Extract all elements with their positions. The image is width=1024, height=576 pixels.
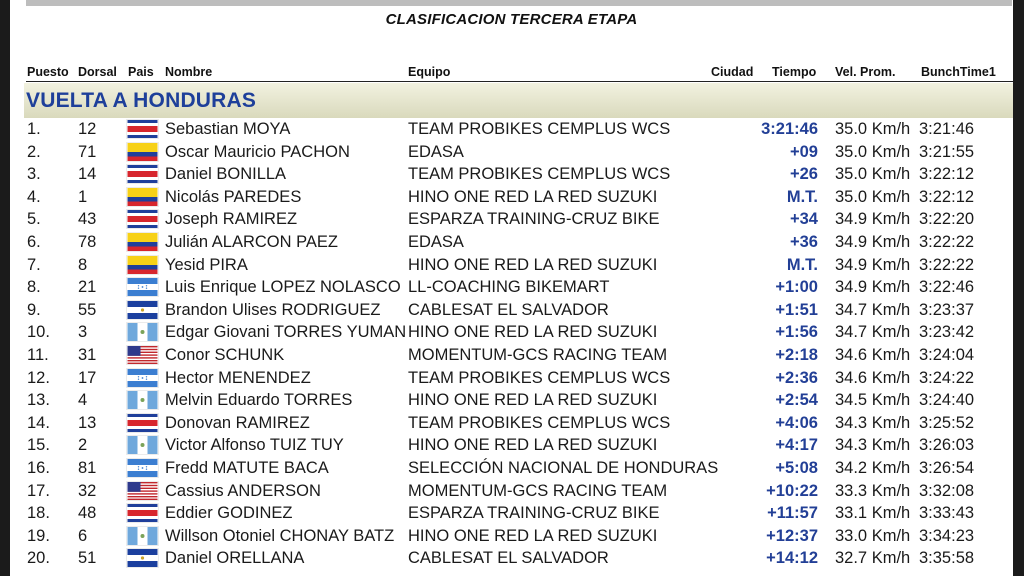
nombre-cell: Daniel ORELLANA [165,549,305,568]
equipo-cell: ESPARZA TRAINING-CRUZ BIKE [408,504,660,523]
dorsal-cell: 21 [78,278,97,297]
puesto-cell: 1. [27,120,41,138]
dorsal-cell: 55 [78,300,97,319]
header-tiempo: Tiempo [772,65,817,79]
equipo-cell: CABLESAT EL SALVADOR [408,300,609,319]
equipo-cell: MOMENTUM-GCS RACING TEAM [408,345,668,364]
nombre-cell: Yesid PIRA [165,255,248,274]
vel-prom-cell: 35.0 Km/h [835,120,911,138]
equipo-cell: TEAM PROBIKES CEMPLUS WCS [408,413,671,432]
header-dorsal: Dorsal [78,65,117,79]
equipo-cell: HINO ONE RED LA RED SUZUKI [408,526,658,545]
equipo-cell: HINO ONE RED LA RED SUZUKI [408,391,658,410]
nombre-cell: Conor SCHUNK [165,345,285,364]
header-equipo: Equipo [408,65,451,79]
table-row [10,389,1013,412]
nombre-cell: Hector MENENDEZ [165,368,311,387]
puesto-cell: 2. [27,142,41,161]
table-row [10,299,1013,322]
guatemala-flag-icon [127,436,158,454]
dorsal-cell: 48 [78,504,97,523]
vel-prom-cell: 34.2 Km/h [835,458,911,477]
dorsal-cell: 2 [78,436,88,455]
equipo-cell: TEAM PROBIKES CEMPLUS WCS [408,120,671,138]
dorsal-cell: 14 [78,165,97,184]
colombia-flag-icon [127,143,158,161]
bunchtime-cell: 3:34:23 [919,526,975,545]
bunchtime-cell: 3:22:46 [919,278,975,297]
tiempo-cell: +4:06 [775,413,818,432]
table-row [10,367,1013,390]
vel-prom-cell: 33.3 Km/h [835,481,911,500]
vel-prom-cell: 35.0 Km/h [835,187,911,206]
bunchtime-cell: 3:21:46 [919,120,975,138]
tiempo-cell: +2:36 [775,368,818,387]
tiempo-cell: +4:17 [775,436,818,455]
puesto-cell: 12. [27,368,50,387]
vel-prom-cell: 35.0 Km/h [835,165,911,184]
puesto-cell: 3. [27,165,41,184]
nombre-cell: Joseph RAMIREZ [165,210,298,229]
table-row [10,141,1013,164]
usa-flag-icon [127,482,158,500]
bunchtime-cell: 3:24:40 [919,391,975,410]
header-ciudad: Ciudad [711,65,754,79]
nombre-cell: Fredd MATUTE BACA [165,458,329,477]
tiempo-cell: +11:57 [767,504,818,523]
tiempo-cell: +1:56 [775,323,818,342]
puesto-cell: 4. [27,187,41,206]
el-salvador-flag-icon [127,301,158,319]
puesto-cell: 18. [27,504,50,523]
dorsal-cell: 3 [78,323,88,342]
el-salvador-flag-icon [127,549,158,567]
puesto-cell: 5. [27,210,41,229]
vel-prom-cell: 33.1 Km/h [835,504,911,523]
colombia-flag-icon [127,233,158,251]
usa-flag-icon [127,346,158,364]
bunchtime-cell: 3:25:52 [919,413,975,432]
dorsal-cell: 12 [78,120,97,138]
nombre-cell: Oscar Mauricio PACHON [165,142,350,161]
equipo-cell: HINO ONE RED LA RED SUZUKI [408,436,658,455]
equipo-cell: EDASA [408,142,464,161]
puesto-cell: 10. [27,323,50,342]
honduras-flag-icon [127,459,158,477]
honduras-flag-icon [127,278,158,296]
nombre-cell: Edgar Giovani TORRES YUMAN [165,323,407,342]
puesto-cell: 13. [27,391,50,410]
results-table-body [10,118,1013,570]
vel-prom-cell: 34.7 Km/h [835,300,911,319]
header-nombre: Nombre [165,65,213,79]
equipo-cell: HINO ONE RED LA RED SUZUKI [408,255,658,274]
tiempo-cell: +1:00 [775,278,818,297]
bunchtime-cell: 3:23:37 [919,300,975,319]
costa-rica-flag-icon [127,165,158,183]
equipo-cell: HINO ONE RED LA RED SUZUKI [408,323,658,342]
vel-prom-cell: 34.3 Km/h [835,436,911,455]
bunchtime-cell: 3:22:22 [919,255,975,274]
dorsal-cell: 4 [78,391,88,410]
nombre-cell: Eddier GODINEZ [165,504,293,523]
bunchtime-cell: 3:33:43 [919,504,975,523]
nombre-cell: Luis Enrique LOPEZ NOLASCO [165,278,401,297]
table-row [10,434,1013,457]
vel-prom-cell: 34.6 Km/h [835,368,911,387]
dorsal-cell: 8 [78,255,88,274]
nombre-cell: Willson Otoniel CHONAY BATZ [165,526,395,545]
costa-rica-flag-icon [127,414,158,432]
vel-prom-cell: 32.7 Km/h [835,549,911,568]
table-row [10,457,1013,480]
guatemala-flag-icon [127,527,158,545]
header-bunchtime: BunchTime1 [921,65,996,79]
dorsal-cell: 13 [78,413,97,432]
tiempo-cell: +12:37 [766,526,818,545]
equipo-cell: LL-COACHING BIKEMART [408,278,610,297]
tiempo-cell: +5:08 [775,458,818,477]
costa-rica-flag-icon [127,504,158,522]
nombre-cell: Melvin Eduardo TORRES [165,391,353,410]
document-title: CLASIFICACION TERCERA ETAPA [385,11,638,28]
equipo-cell: ESPARZA TRAINING-CRUZ BIKE [408,210,660,229]
tiempo-cell: +10:22 [766,481,818,500]
equipo-cell: HINO ONE RED LA RED SUZUKI [408,187,658,206]
table-row [10,412,1013,435]
tiempo-cell: +34 [790,210,818,229]
tiempo-cell: M.T. [786,187,818,206]
nombre-cell: Julián ALARCON PAEZ [165,232,339,251]
bunchtime-cell: 3:35:58 [919,549,975,568]
vel-prom-cell: 34.9 Km/h [835,232,911,251]
table-row [10,344,1013,367]
puesto-cell: 16. [27,458,50,477]
costa-rica-flag-icon [127,120,158,138]
puesto-cell: 20. [27,549,50,568]
table-row [10,254,1013,277]
vel-prom-cell: 33.0 Km/h [835,526,911,545]
nombre-cell: Cassius ANDERSON [165,481,321,500]
puesto-cell: 9. [27,300,41,319]
bunchtime-cell: 3:23:42 [919,323,975,342]
vel-prom-cell: 34.5 Km/h [835,391,911,410]
bunchtime-cell: 3:24:22 [919,368,975,387]
puesto-cell: 7. [27,255,41,274]
guatemala-flag-icon [127,323,158,341]
nombre-cell: Nicolás PAREDES [165,187,302,206]
bunchtime-cell: 3:22:20 [919,210,975,229]
table-row [10,118,1013,141]
puesto-cell: 19. [27,526,50,545]
puesto-cell: 14. [27,413,50,432]
table-row [10,208,1013,231]
bunchtime-cell: 3:22:22 [919,232,975,251]
guatemala-flag-icon [127,391,158,409]
equipo-cell: TEAM PROBIKES CEMPLUS WCS [408,165,671,184]
header-vel-prom: Vel. Prom. [835,65,896,79]
dorsal-cell: 31 [78,345,97,364]
equipo-cell: SELECCIÓN NACIONAL DE HONDURAS [408,458,719,477]
header-puesto: Puesto [27,65,69,79]
nombre-cell: Donovan RAMIREZ [165,413,310,432]
table-row [10,163,1013,186]
dorsal-cell: 78 [78,232,97,251]
table-row [10,186,1013,209]
costa-rica-flag-icon [127,210,158,228]
nombre-cell: Victor Alfonso TUIZ TUY [165,436,344,455]
vel-prom-cell: 34.6 Km/h [835,345,911,364]
section-band [24,83,1013,118]
vel-prom-cell: 34.9 Km/h [835,278,911,297]
tiempo-cell: +14:12 [766,549,818,568]
bunchtime-cell: 3:22:12 [919,165,975,184]
tiempo-cell: +36 [790,232,818,251]
bunchtime-cell: 3:26:03 [919,436,975,455]
results-document [10,0,1013,576]
equipo-cell: MOMENTUM-GCS RACING TEAM [408,481,668,500]
bunchtime-cell: 3:24:04 [919,345,975,364]
table-row [10,321,1013,344]
equipo-cell: TEAM PROBIKES CEMPLUS WCS [408,368,671,387]
vel-prom-cell: 34.9 Km/h [835,210,911,229]
dorsal-cell: 17 [78,368,97,387]
tiempo-cell: 3:21:46 [761,120,818,138]
equipo-cell: CABLESAT EL SALVADOR [408,549,609,568]
table-row [10,480,1013,503]
table-row [10,276,1013,299]
nombre-cell: Brandon Ulises RODRIGUEZ [165,300,381,319]
tiempo-cell: +2:18 [775,345,818,364]
bunchtime-cell: 3:32:08 [919,481,975,500]
dorsal-cell: 32 [78,481,97,500]
colombia-flag-icon [127,188,158,206]
nombre-cell: Daniel BONILLA [165,165,287,184]
dorsal-cell: 43 [78,210,97,229]
top-divider [26,0,1012,6]
header-rule [26,81,1013,82]
tiempo-cell: +1:51 [775,300,818,319]
tiempo-cell: +26 [790,165,818,184]
bunchtime-cell: 3:26:54 [919,458,975,477]
equipo-cell: EDASA [408,232,464,251]
vel-prom-cell: 34.7 Km/h [835,323,911,342]
table-row [10,547,1013,570]
table-row [10,231,1013,254]
vel-prom-cell: 34.3 Km/h [835,413,911,432]
vel-prom-cell: 34.9 Km/h [835,255,911,274]
dorsal-cell: 6 [78,526,88,545]
header-pais: Pais [128,65,154,79]
puesto-cell: 6. [27,232,41,251]
section-title: VUELTA A HONDURAS [26,89,257,112]
dorsal-cell: 81 [78,458,97,477]
dorsal-cell: 51 [78,549,97,568]
dorsal-cell: 1 [78,187,88,206]
tiempo-cell: M.T. [786,255,818,274]
puesto-cell: 11. [27,345,49,364]
table-row [10,502,1013,525]
puesto-cell: 17. [27,481,50,500]
bunchtime-cell: 3:22:12 [919,187,975,206]
tiempo-cell: +09 [790,142,818,161]
honduras-flag-icon [127,369,158,387]
table-row [10,525,1013,548]
bunchtime-cell: 3:21:55 [919,142,975,161]
colombia-flag-icon [127,256,158,274]
vel-prom-cell: 35.0 Km/h [835,142,911,161]
nombre-cell: Sebastian MOYA [165,120,291,138]
dorsal-cell: 71 [78,142,97,161]
puesto-cell: 15. [27,436,50,455]
tiempo-cell: +2:54 [775,391,818,410]
puesto-cell: 8. [27,278,41,297]
